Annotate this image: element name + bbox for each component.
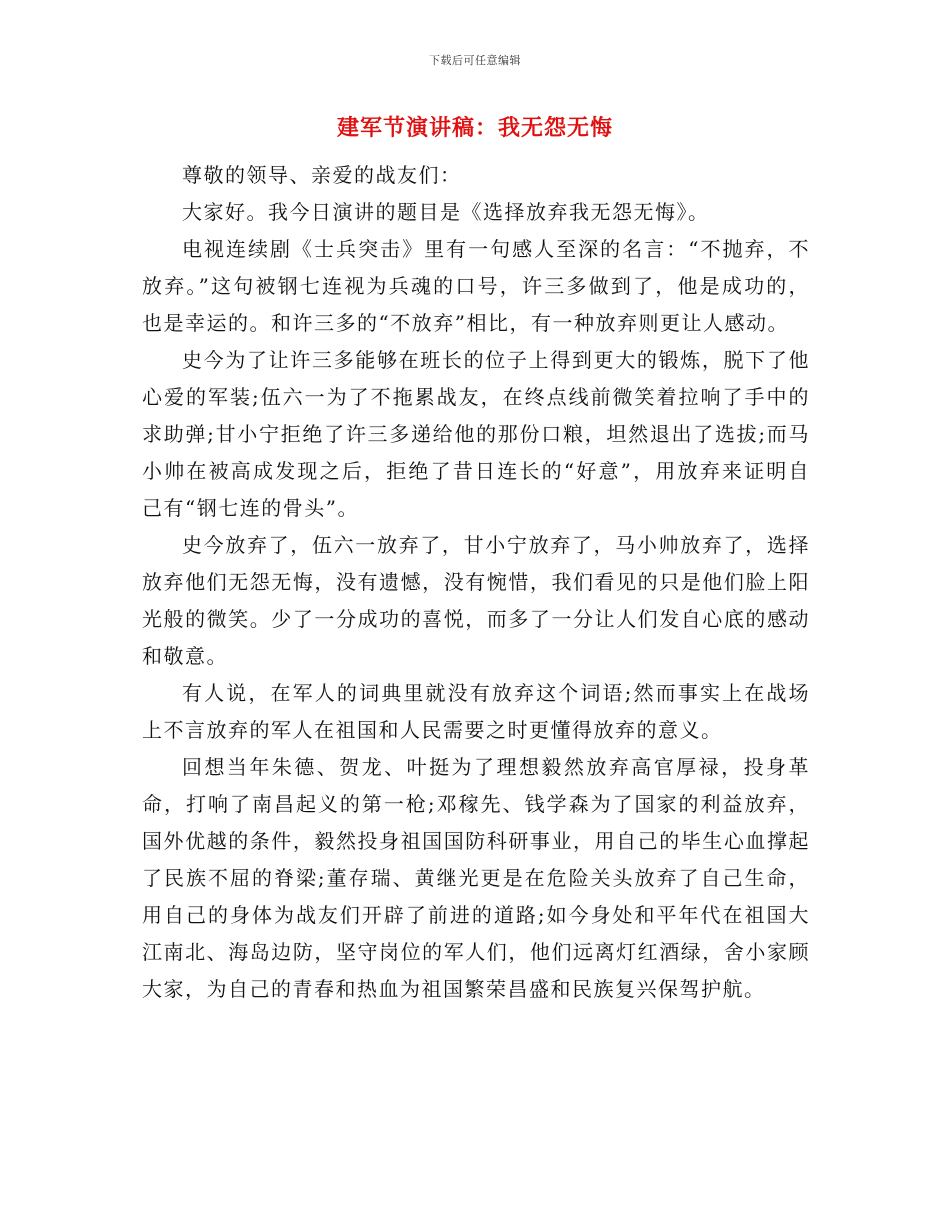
paragraph-meaning: 有人说，在军人的词典里就没有放弃这个词语;然而事实上在战场上不言放弃的军人在祖国和人民需要之时更懂得放弃的意义。: [142, 681, 810, 742]
paragraph-salutation: 尊敬的领导、亲爱的战友们：: [182, 163, 462, 187]
paragraph-greeting: 大家好。我今日演讲的题目是《选择放弃我无怨无悔》。: [182, 200, 710, 224]
paragraph-history: 回想当年朱德、贺龙、叶挺为了理想毅然放弃高官厚禄，投身革命，打响了南昌起义的第一枪;邓稼先、钱学森为了国家的利益放弃，国外优越的条件，毅然投身祖国国防科研事业，用自己的毕生心血撑起了民族不屈的脊梁;董存瑞、黄继光更是在危险关头放弃了自己生命，用自己的身体为战友们开辟了前进的道路;如今身处和平年代在祖国大江南北、海岛边防，坚守岗位的军人们，他们远离灯红酒绿，舍小家顾大家，为自己的青春和热血为祖国繁荣昌盛和民族复兴保驾护航。: [142, 755, 810, 1001]
document-title: 建军节演讲稿：我无怨无悔: [336, 115, 613, 141]
paragraph-examples: 史今为了让许三多能够在班长的位子上得到更大的锻炼，脱下了他心爱的军装;伍六一为了不拖累战友，在终点线前微笑着拉响了手中的求助弹;甘小宁拒绝了许三多递给他的那份口粮，坦然退出了选拔;而马小帅在被高成发现之后，拒绝了昔日连长的“好意”，用放弃来证明自己有“钢七连的骨头”。: [142, 348, 810, 520]
page-header-note: 下载后可任意编辑: [429, 54, 521, 67]
document-body: [142, 157, 810, 1008]
paragraph-reflection: 史今放弃了，伍六一放弃了，甘小宁放弃了，马小帅放弃了，选择放弃他们无怨无悔，没有遗憾，没有惋惜，我们看见的只是他们脸上阳光般的微笑。少了一分成功的喜悦，而多了一分让人们发自心底的感动和敬意。: [142, 533, 810, 668]
paragraph-intro: 电视连续剧《士兵突击》里有一句感人至深的名言：“不抛弃，不放弃。”这句被钢七连视为兵魂的口号，许三多做到了，他是成功的，也是幸运的。和许三多的“不放弃”相比，有一种放弃则更让人感动。: [142, 237, 810, 335]
